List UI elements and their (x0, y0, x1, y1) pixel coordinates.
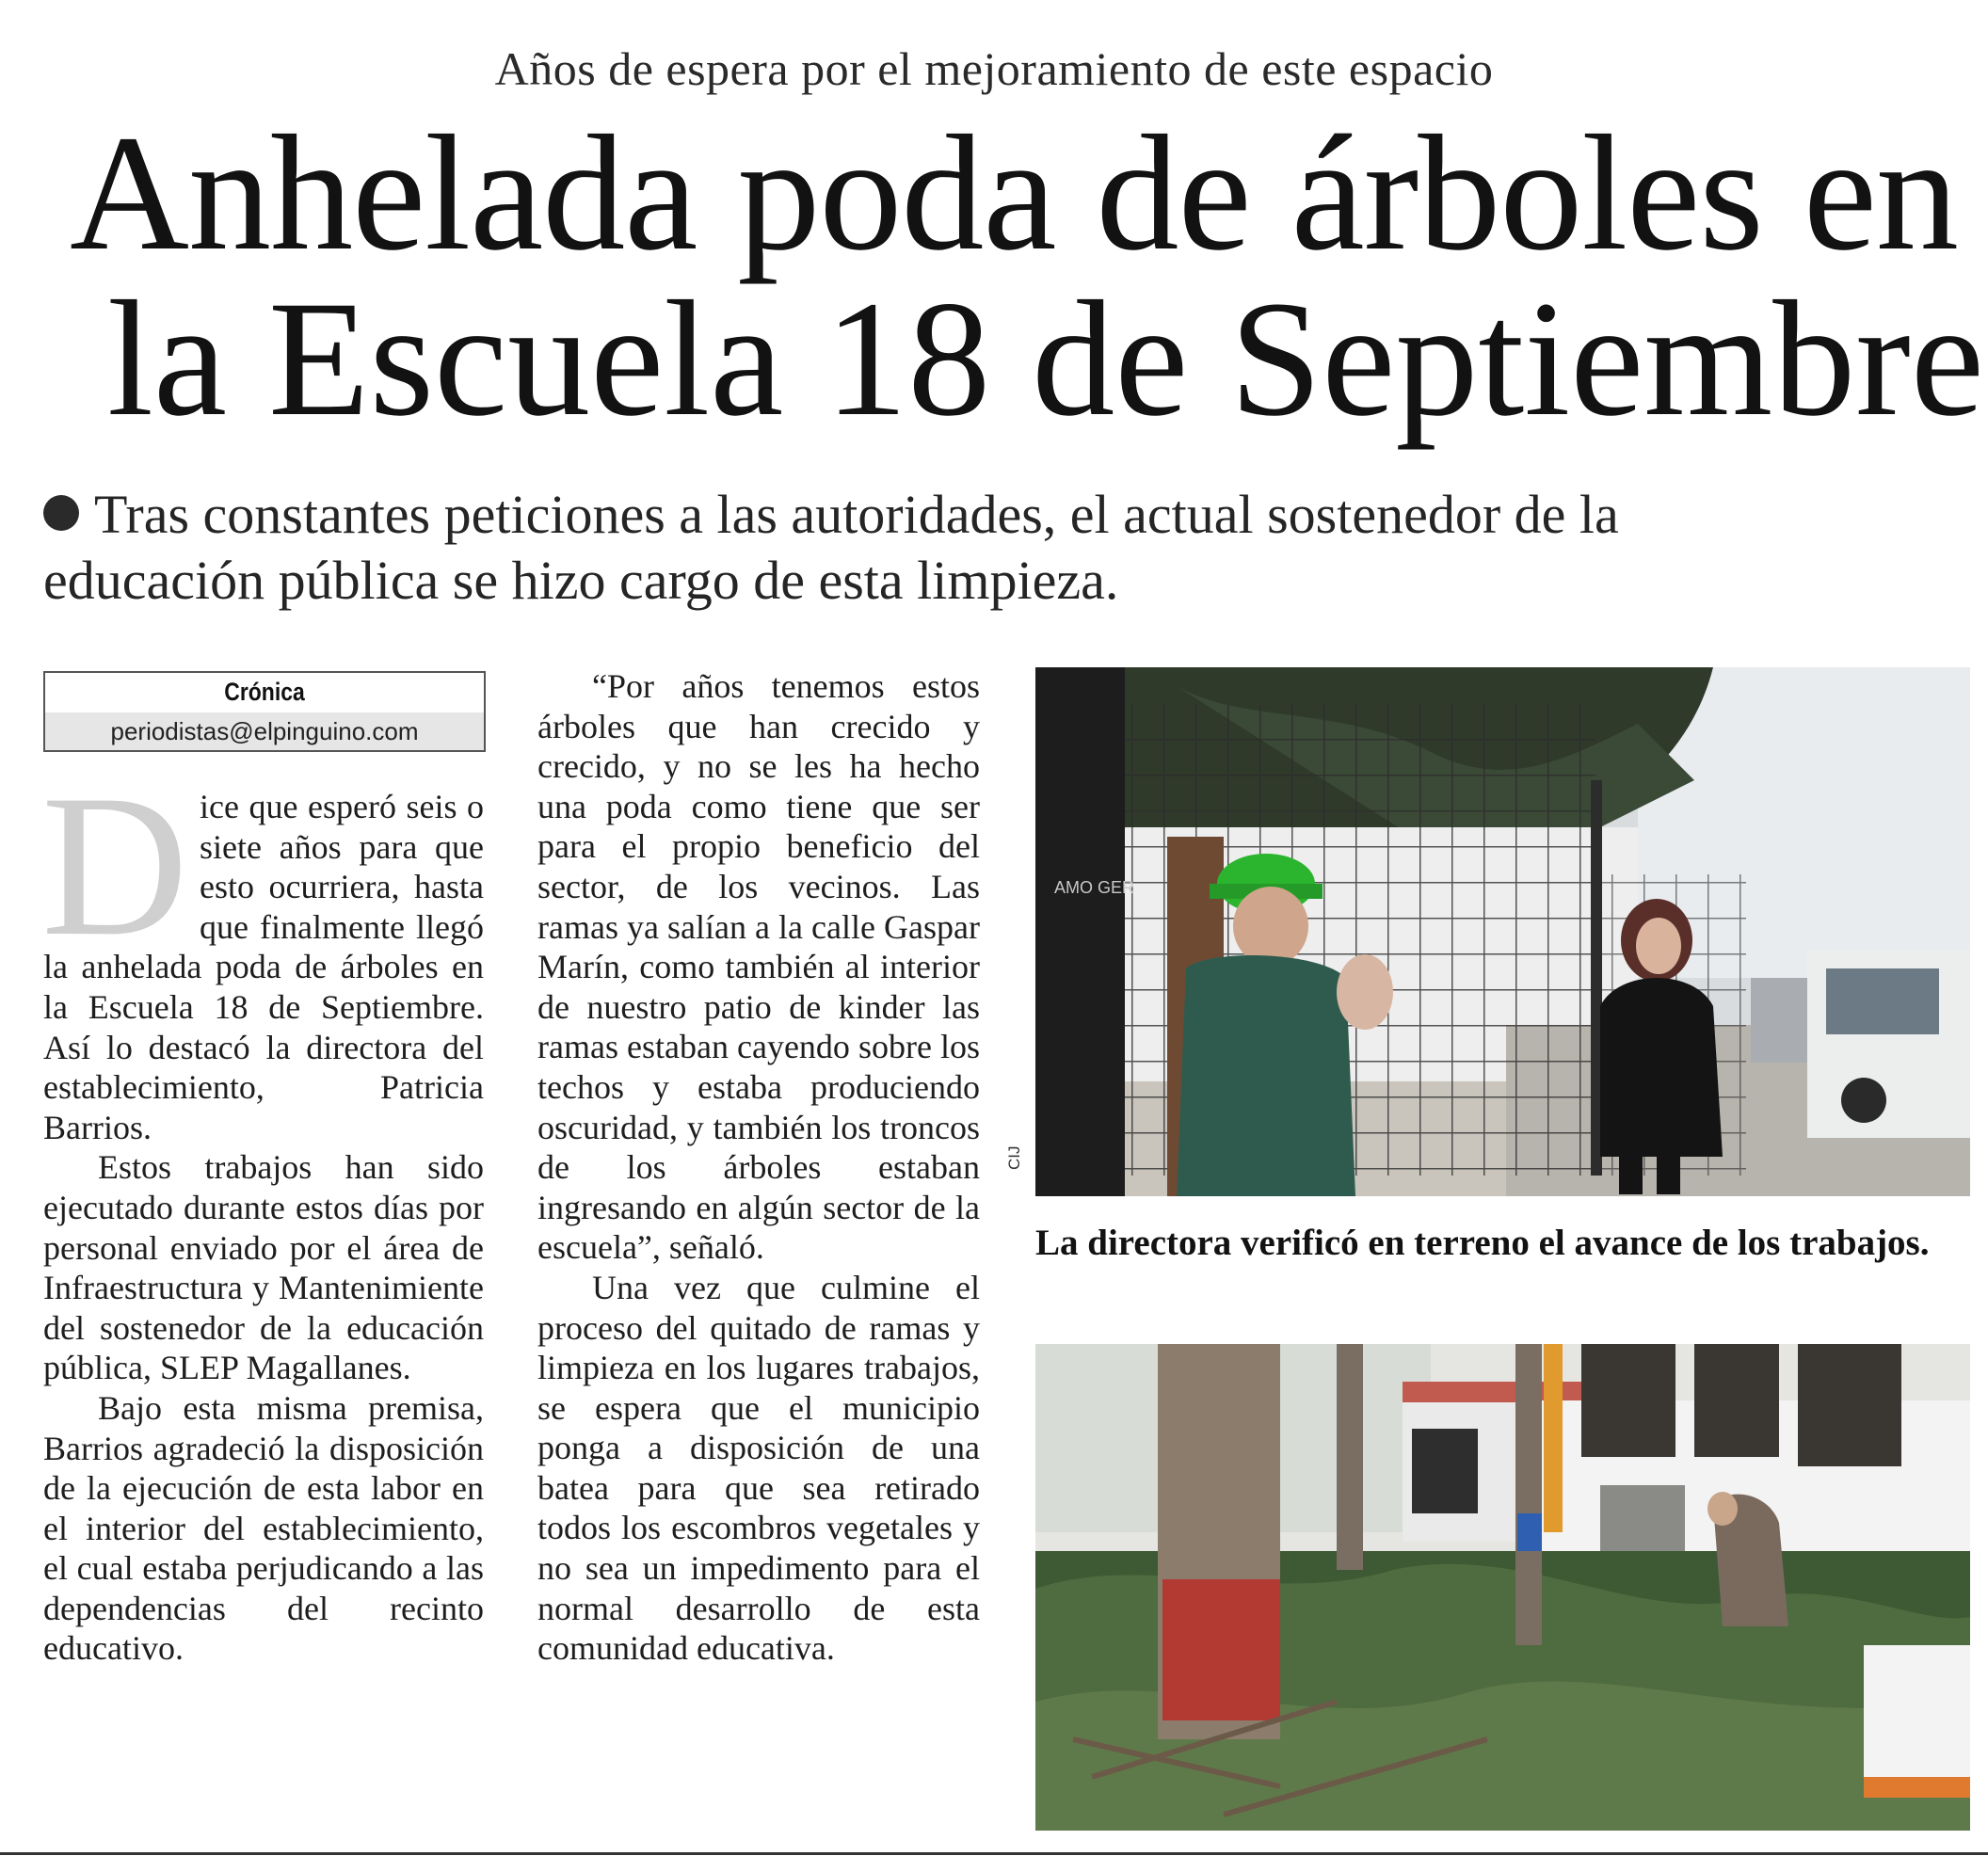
article-paragraph: Una vez que culmine el proceso del quitado de ramas y limpieza en los lugares trabajos, se espera que el municipio ponga a disposición de una batea para que sea retirado todos los escombros vegetales y no sea un impedimento para el normal desarrollo de esta comunidad educativa. (537, 1268, 980, 1668)
photo-pruned-trees (1035, 1344, 1970, 1831)
photo-director-at-fence-image (1035, 667, 1970, 1196)
article-column-1 (41, 753, 484, 1669)
section-label-box (43, 671, 486, 752)
article-paragraph: Estos trabajos han sido ejecutado durante estos días por personal enviado por el área de Infraestructura y Mantenimiente del sostenedor de la educación pública, SLEP Magallanes. (43, 1148, 484, 1387)
author-email: periodistas@elpinguino.com (45, 712, 484, 750)
article-paragraph-text: ice que esperó seis o siete años para que esto ocurriera, hasta que finalmente llegó la anhelada poda de árboles en la Escuela 18 de Septiembre. Así lo destacó la directora del establecimiento, Patricia Barrios. (43, 788, 484, 1146)
photo-pruned-trees-image (1035, 1344, 1970, 1831)
lead-line-2: educación pública se hizo cargo de esta limpieza. (43, 550, 1119, 611)
graffiti-text: AMO GER (1054, 878, 1135, 897)
lead-paragraph (43, 482, 1926, 614)
headline (56, 102, 1984, 451)
photo-director-at-fence (1035, 667, 1970, 1196)
section-name: Crónica (224, 678, 305, 706)
kicker: Años de espera por el mejoramiento de este espacio (494, 42, 1494, 95)
bullet-icon (43, 495, 79, 531)
photo-caption: La directora verificó en terreno el avance de los trabajos. (1035, 1223, 1930, 1263)
bottom-rule (0, 1852, 1988, 1855)
headline-line-2: la Escuela 18 de Septiembre (107, 267, 1984, 451)
headline-line-1: Anhelada poda de árboles en (70, 102, 1958, 285)
article-paragraph (41, 753, 484, 1147)
lead-line-1: Tras constantes peticiones a las autoridades, el actual sostenedor de la (94, 484, 1619, 545)
article-paragraph-quote: “Por años tenemos estos árboles que han crecido y crecido, y no se les ha hecho una poda como tiene que ser para el propio beneficio del sector, de los vecinos. Las ramas ya salían a la calle Gaspar Marín, como también al interior de nuestro patio de kinder las ramas estaban cayendo sobre los techos y estaba produciendo oscuridad, y también los troncos de los árboles estaban ingresando en algún sector de la escuela”, señaló. (537, 667, 980, 1267)
photo-credit: CIJ (1005, 1145, 1023, 1170)
article-paragraph: Bajo esta misma premisa, Barrios agradeció la disposición de la ejecución de esta labor en el interior del establecimiento, el cual estaba perjudicando a las dependencias del recinto educativo. (43, 1388, 484, 1668)
article-column-2 (537, 666, 980, 1669)
drop-cap: D (41, 753, 188, 978)
